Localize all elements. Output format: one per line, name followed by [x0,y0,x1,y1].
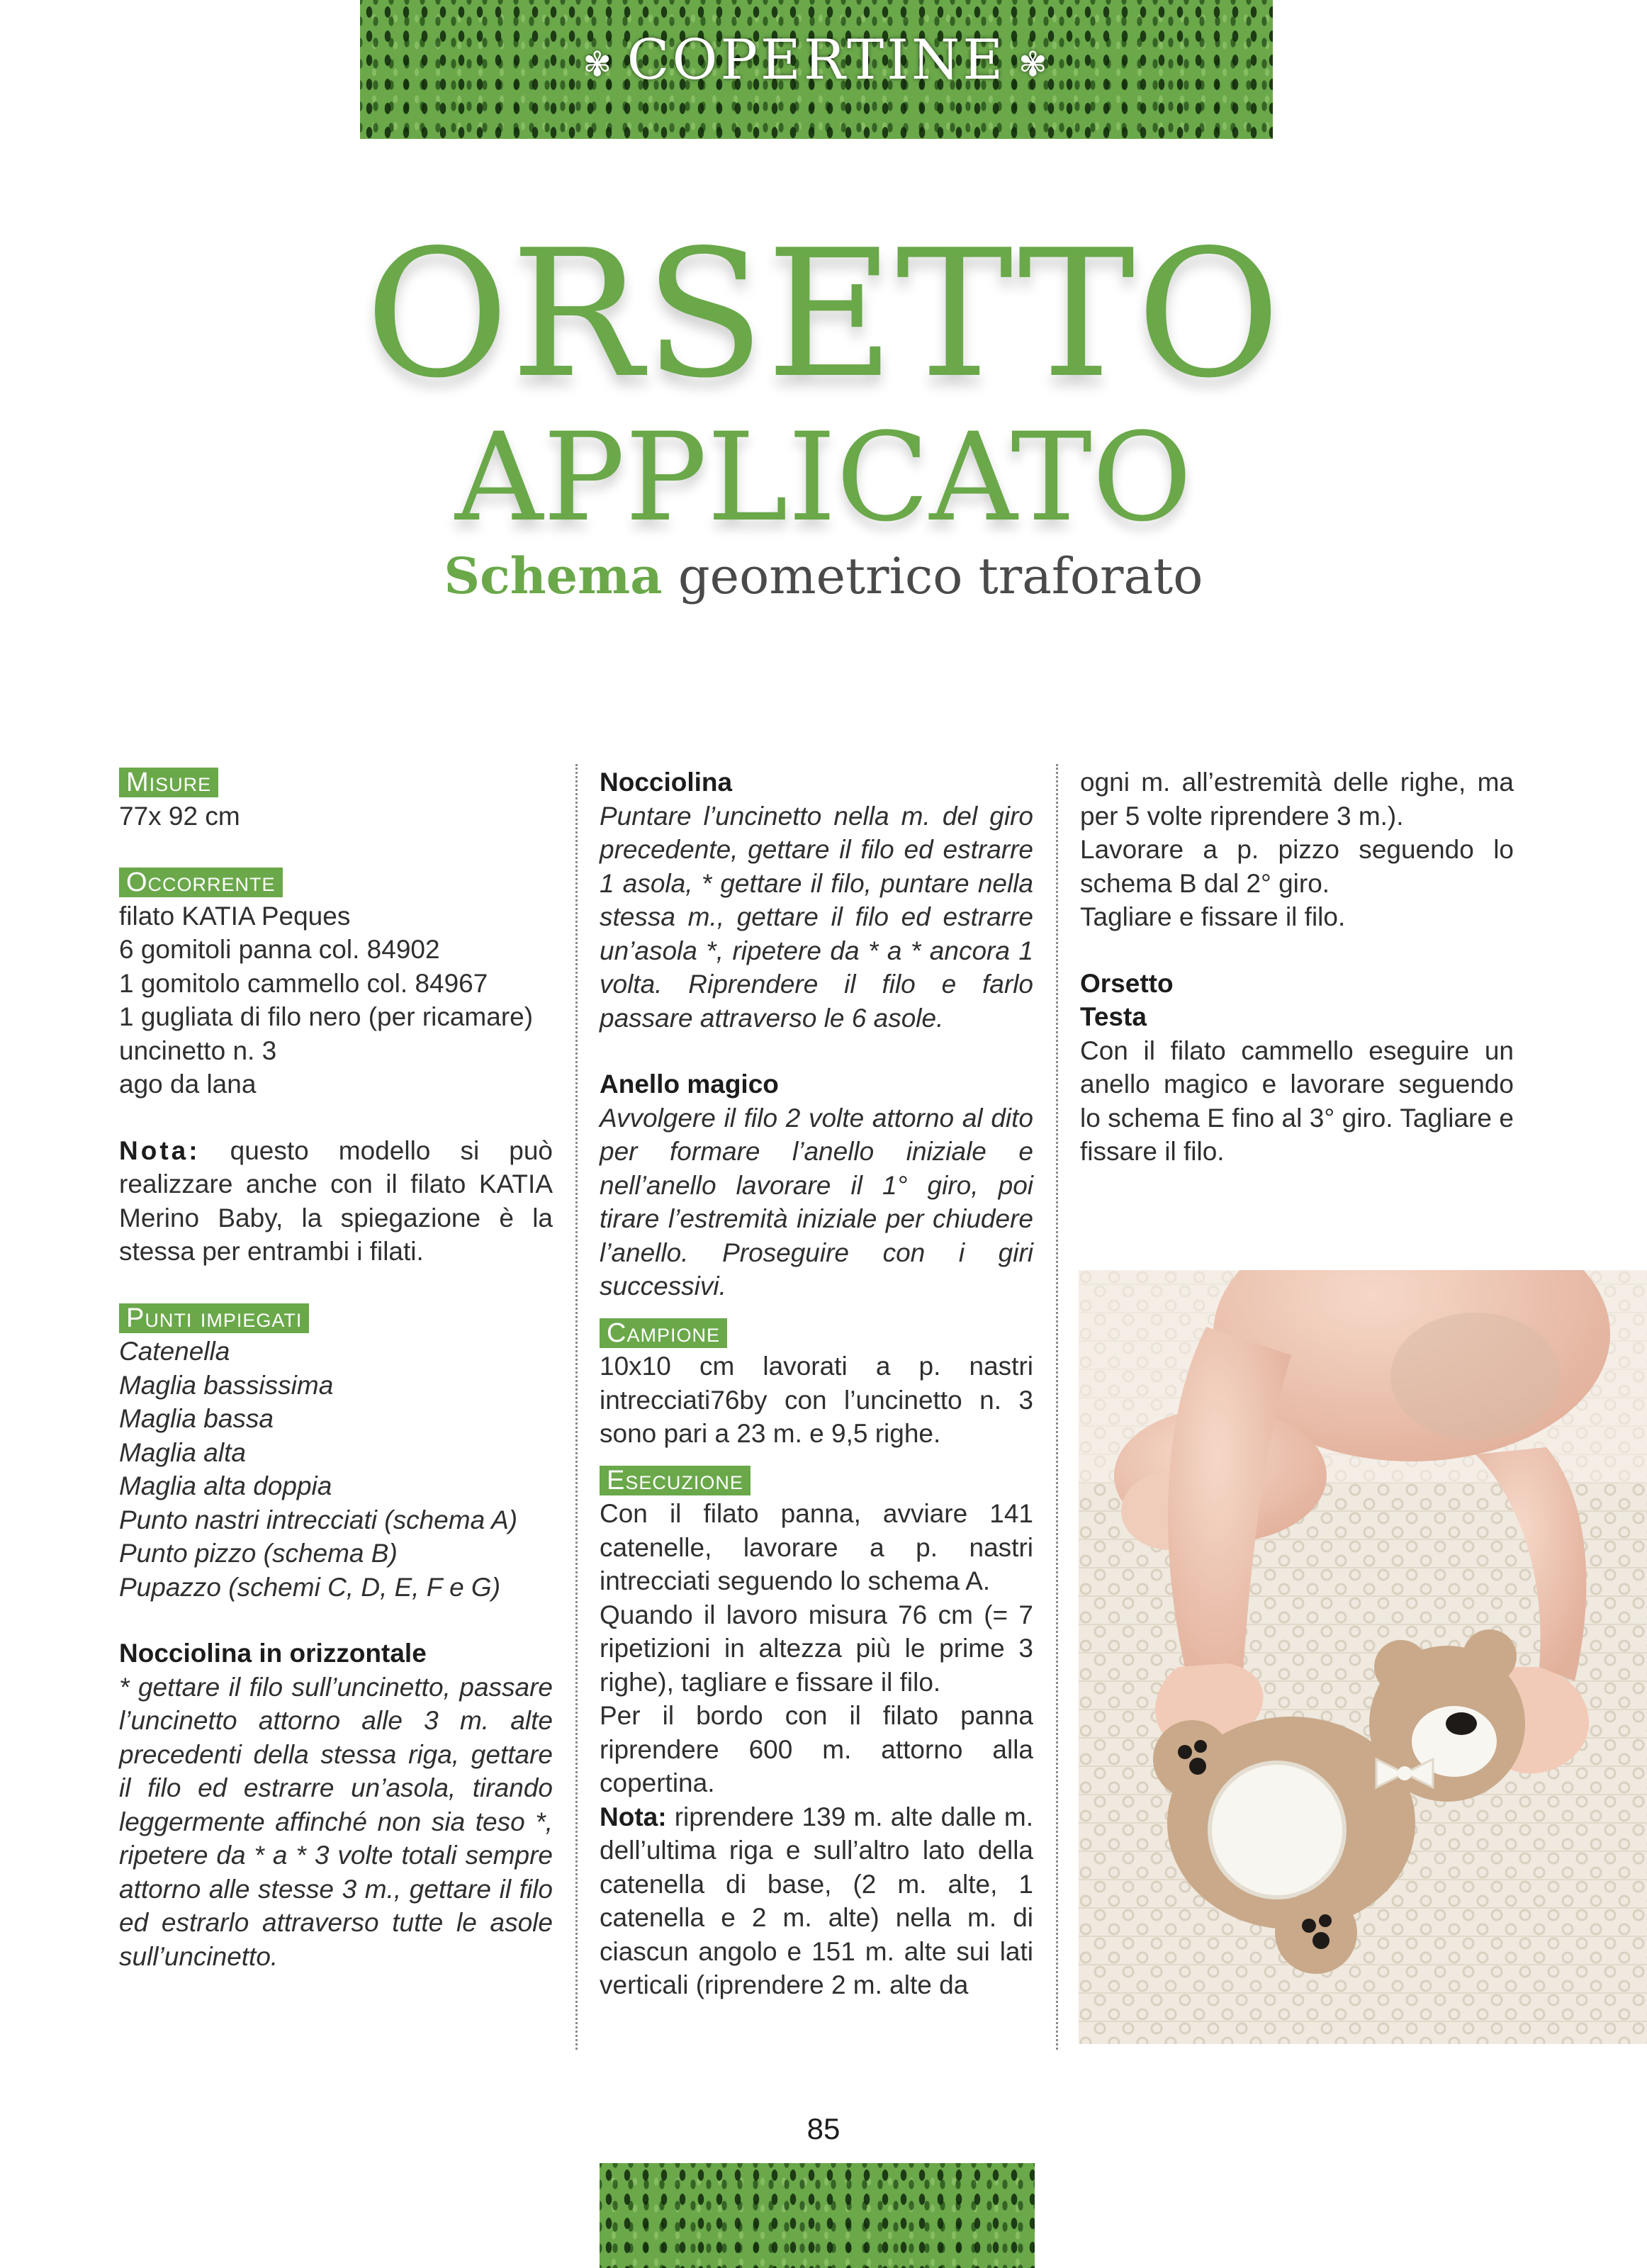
nota-label: Nota: [119,1135,201,1165]
testa-text: Con il filato cammello eseguire un anello magico e lavorare seguendo lo schema E fino al 3° giro. Tagliare e fissare il filo. [1080,1035,1514,1166]
nocciolina-orizzontale-title: Nocciolina in orizzontale [119,1639,427,1668]
occorrente-item: filato KATIA Peques [119,901,351,931]
flower-icon: ✾ [1018,44,1050,84]
punti-item: Maglia bassa [119,1404,274,1433]
subtitle [0,546,1647,605]
subtitle-rest: geometrico traforato [678,547,1203,605]
occorrente-item: 6 gomitoli panna col. 84902 [119,935,440,964]
nota-label: Nota: [600,1802,667,1831]
continued-text: Tagliare e fissare il filo. [1080,902,1346,931]
punti-item: Maglia bassissima [119,1370,334,1400]
occorrente-item: uncinetto n. 3 [119,1035,277,1065]
punti-item: Punto pizzo (schema B) [119,1539,398,1568]
column-1 [119,765,553,1973]
nocciolina-title: Nocciolina [600,768,733,797]
occorrente-item: 1 gugliata di filo nero (per ricamare) [119,1002,534,1031]
section-label: COPERTINE [626,28,1006,92]
column-divider [575,764,578,2050]
esecuzione-label: Esecuzione [600,1466,751,1495]
anello-text: Avvolgere il filo 2 volte attorno al dito per formare l’anello iniziale e nell’anello lavorare il 1° giro, poi tirare l’estremità iniziale per chiudere l’anello. Proseguire con i giri successivi. [600,1103,1033,1301]
occorrente-label: Occorrente [119,868,283,897]
orsetto-title: Orsetto [1080,968,1174,998]
misure-value: 77x 92 cm [119,801,240,831]
punti-item: Maglia alta doppia [119,1471,332,1500]
esecuzione-text: Con il filato panna, avviare 141 catenelle, lavorare a p. nastri intrecciati seguendo lo schema A. [600,1499,1033,1595]
esecuzione-nota [600,1800,1033,2002]
nota-paragraph [119,1134,553,1269]
photo-illustration [1079,1270,1647,2044]
misure-label: Misure [119,768,218,797]
punti-item: Pupazzo (schemi C, D, E, F e G) [119,1572,501,1602]
title-line-2: APPLICATO [455,406,1192,549]
header-band [360,0,1273,139]
section-title [360,28,1273,92]
nocciolina-orizzontale-text: * gettare il filo sull’uncinetto, passare l’uncinetto attorno alle 3 m. alte precedenti della stessa riga, gettare il filo ed estrarre un’asola, tirando leggermente affinché non sia teso *, ripetere da * a * 3 volte totali sempre attorno alle stesse 3 m., gettare il filo ed estrarlo attraverso tutte le asole sull’uncinetto. [119,1672,553,1971]
flower-icon: ✾ [583,44,614,84]
title-line-1: ORSETTO [365,213,1282,417]
subtitle-bold: Schema [444,546,663,605]
nota-text: questo modello si può realizzare anche con il filato KATIA Merino Baby, la spiegazione è la stessa per entrambi i filati. [119,1135,553,1266]
occorrente-item: 1 gomitolo cammello col. 84967 [119,968,488,998]
column-3 [1080,765,1514,1169]
campione-text: 10x10 cm lavorati a p. nastri intrecciati76by con l’uncinetto n. 3 sono pari a 23 m. e 9,5 righe. [600,1352,1033,1448]
punti-label: Punti impiegati [119,1303,309,1333]
footer-band [600,2163,1035,2268]
continued-text: Lavorare a p. pizzo seguendo lo schema B dal 2° giro. [1080,835,1514,898]
testa-title: Testa [1080,1002,1147,1031]
punti-item: Catenella [119,1337,230,1366]
campione-label: Campione [600,1318,727,1348]
punti-item: Punto nastri intrecciati (schema A) [119,1505,518,1534]
column-2 [600,765,1033,2002]
continued-text: ogni m. all’estremità delle righe, ma per 5 volte riprendere 3 m.). [1080,768,1514,831]
esecuzione-text: Quando il lavoro misura 76 cm (= 7 ripetizioni in altezza più le prime 3 righe), tagliare e fissare il filo. [600,1600,1033,1697]
nocciolina-text: Puntare l’uncinetto nella m. del giro precedente, gettare il filo ed estrarre 1 asola, * gettare il filo, puntare nella stessa m., gettare il filo ed estrarre un’asola *, ripetere da * a * ancora 1 volta. Riprendere il filo e farlo passare attraverso le 6 asole. [600,801,1033,1033]
anello-title: Anello magico [600,1070,779,1099]
occorrente-item: ago da lana [119,1070,257,1099]
column-divider [1056,764,1058,2050]
page-number: 85 [806,2112,841,2145]
punti-item: Maglia alta [119,1437,246,1467]
nota-text: riprendere 139 m. alte dalle m. dell’ultima riga e sull’altro lato della catenella di base, (2 m. alte, 1 catenella e 2 m. alte) nella m. di ciascun angolo e 151 m. alte sui lati verticali (riprendere 2 m. alte da [600,1802,1034,1999]
esecuzione-text: Per il bordo con il filato panna riprendere 600 m. attorno alla copertina. [600,1701,1033,1797]
baby-teddy-photo [1079,1270,1647,2044]
